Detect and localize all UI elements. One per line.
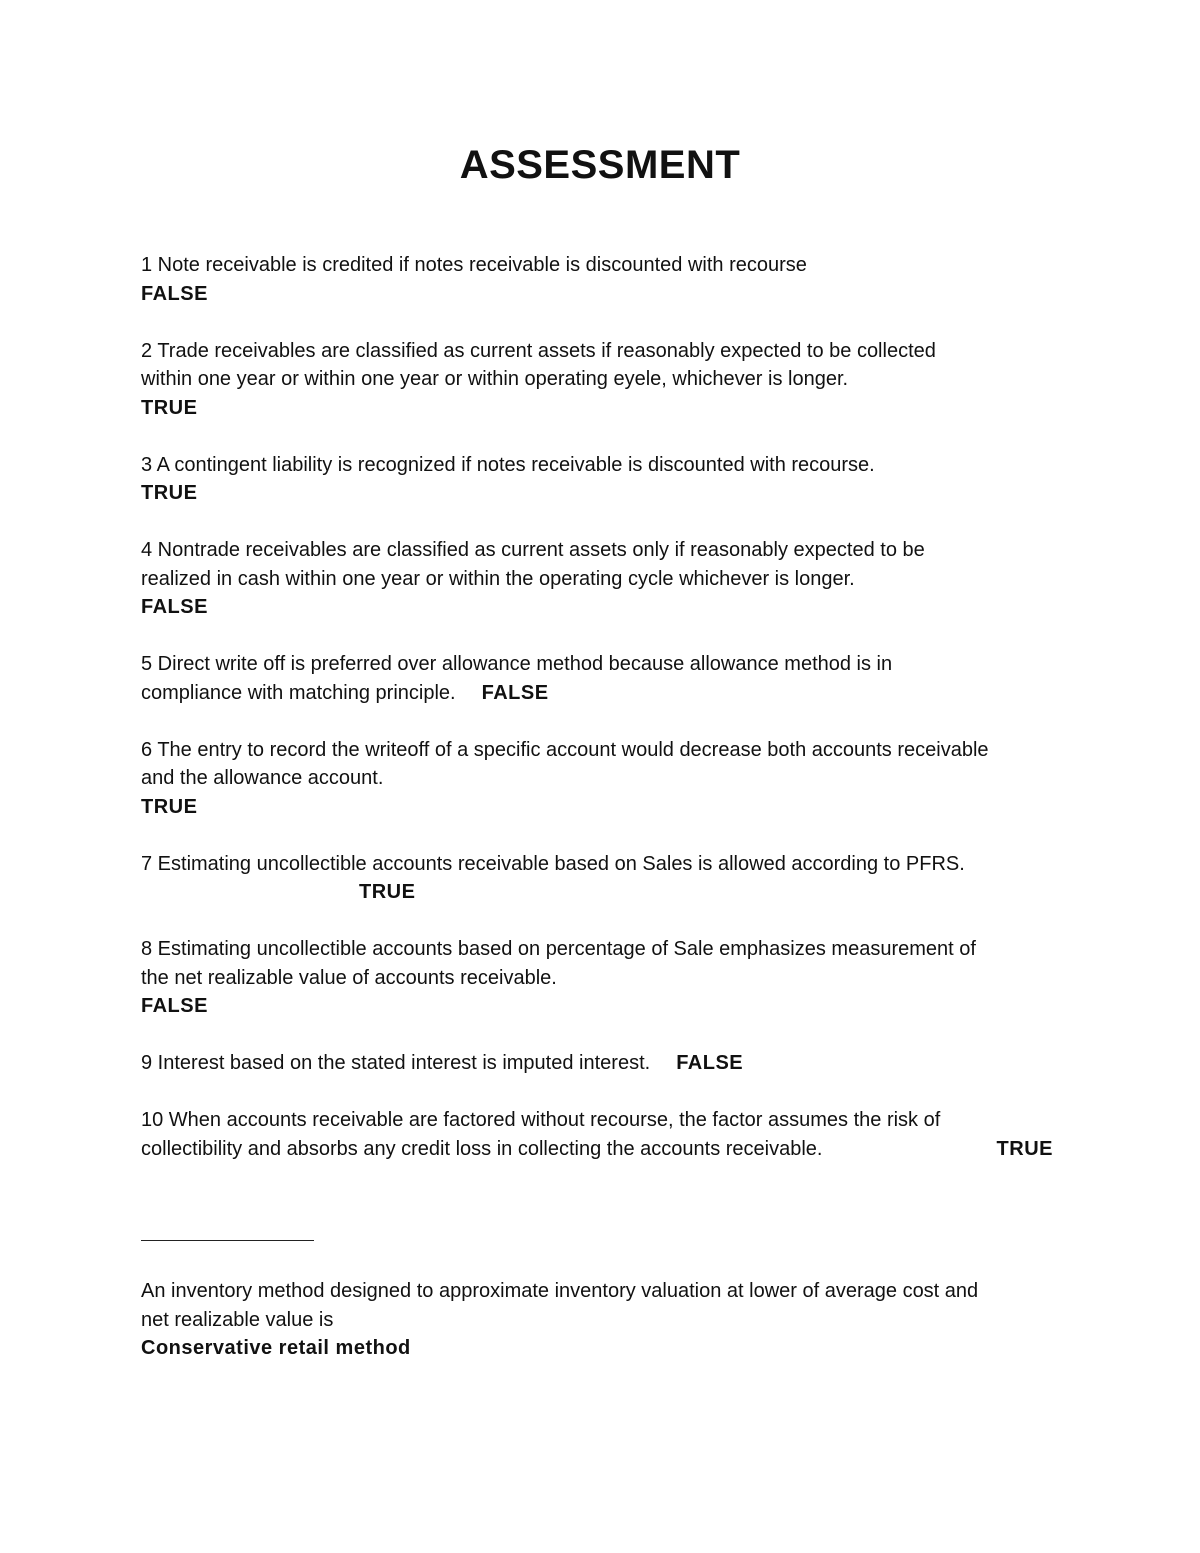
question-item-10 <box>141 1106 1071 1163</box>
extra-question <box>141 1277 1071 1363</box>
question-text: net realizable value is <box>141 1308 334 1331</box>
answer-label: TRUE <box>996 1137 1053 1160</box>
question-item-4 <box>141 536 1071 622</box>
question-item-1 <box>141 251 1071 308</box>
answer-label: TRUE <box>141 482 198 504</box>
answer-label: FALSE <box>141 282 208 305</box>
answer-label: TRUE <box>141 396 198 419</box>
question-text: collectibility and absorbs any credit loss in collecting the accounts receivable. <box>141 1137 823 1160</box>
question-text: 2 Trade receivables are classified as current assets if reasonably expected to be collected <box>141 339 936 362</box>
answer-label: FALSE <box>141 596 208 618</box>
answer-label: TRUE <box>359 881 416 903</box>
question-text: 9 Interest based on the stated interest is imputed interest. <box>141 1052 651 1074</box>
section-divider <box>141 1220 1071 1249</box>
question-item-3 <box>141 451 1071 508</box>
question-text: 6 The entry to record the writeoff of a specific account would decrease both accounts receivable <box>141 738 989 761</box>
assessment-content <box>141 251 1071 1391</box>
answer-label: Conservative retail method <box>141 1337 411 1359</box>
question-item-2 <box>141 337 1071 423</box>
question-text-with-answer <box>141 1135 1071 1164</box>
question-text-with-answer <box>141 679 1071 708</box>
question-text: 8 Estimating uncollectible accounts based on percentage of Sale emphasizes measurement of <box>141 938 976 960</box>
question-text: An inventory method designed to approximate inventory valuation at lower of average cost and <box>141 1280 979 1302</box>
question-text: 5 Direct write off is preferred over allowance method because allowance method is in <box>141 653 893 675</box>
question-text: 7 Estimating uncollectible accounts receivable based on Sales is allowed according to PFRS. <box>141 852 965 875</box>
question-item-7 <box>141 850 1071 907</box>
answer-label: FALSE <box>141 995 208 1017</box>
divider-rule <box>141 1240 314 1241</box>
question-text: within one year or within one year or within operating eyele, whichever is longer. <box>141 368 849 390</box>
question-text-with-answer <box>141 1049 1071 1078</box>
question-text: the net realizable value of accounts receivable. <box>141 966 557 989</box>
question-text: 4 Nontrade receivables are classified as current assets only if reasonably expected to be <box>141 539 925 561</box>
question-text: and the allowance account. <box>141 767 384 789</box>
question-text: 1 Note receivable is credited if notes receivable is discounted with recourse <box>141 254 807 276</box>
question-text: 10 When accounts receivable are factored without recourse, the factor assumes the risk of <box>141 1109 941 1131</box>
question-text: 3 A contingent liability is recognized if notes receivable is discounted with recourse. <box>141 453 875 476</box>
question-item-5 <box>141 650 1071 707</box>
question-text: realized in cash within one year or within the operating cycle whichever is longer. <box>141 567 855 590</box>
answer-label: FALSE <box>676 1052 744 1074</box>
page-title: ASSESSMENT <box>459 143 741 187</box>
question-text: compliance with matching principle. <box>141 681 456 704</box>
question-item-8 <box>141 935 1071 1021</box>
answer-label: FALSE <box>481 681 549 704</box>
question-item-9 <box>141 1049 1071 1078</box>
answer-label: TRUE <box>141 795 198 818</box>
question-item-6 <box>141 736 1071 822</box>
